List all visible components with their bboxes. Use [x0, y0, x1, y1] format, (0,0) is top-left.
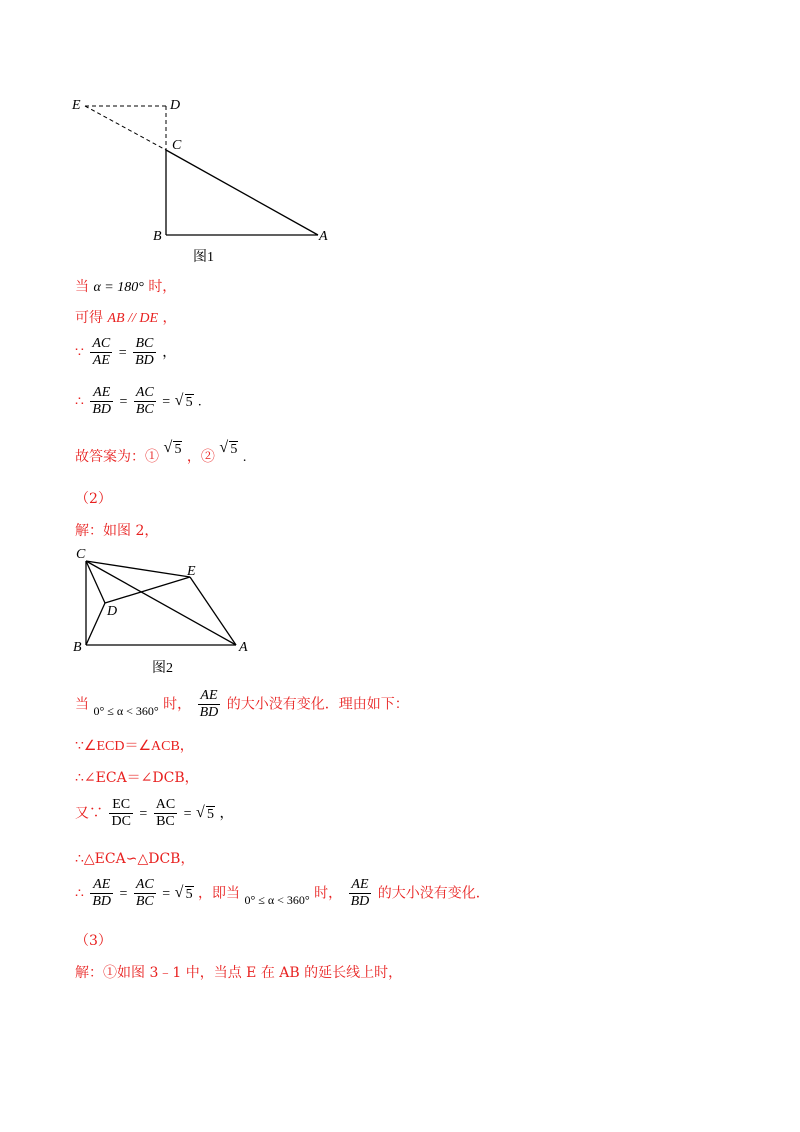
part2-line3: ∴∠ECA＝∠DCB， — [75, 770, 199, 786]
part1-line4: ∴ $\frac{AE}{BD}$ = $\frac{AC}{BC}$ = √ 5 . — [75, 385, 202, 418]
part1-line2: 可得 AB // DE ， — [75, 310, 177, 326]
part1-line1: 当 α = 180° 时， — [75, 279, 177, 295]
fraction-ac-bc: $\frac{AC}{BC}$ — [135, 385, 154, 417]
figure-2-caption: 图2 — [152, 661, 173, 676]
fraction-ae-bd-3: $\frac{AE}{BD}$ — [92, 877, 112, 909]
part2-line2: ∵∠ECD＝∠ACB， — [75, 739, 194, 754]
point-b-label: B — [153, 229, 162, 244]
parallel-expression: AB // DE — [107, 311, 158, 326]
part2-line4: 又∵ $\frac{EC}{DC}$ = $\frac{AC}{BC}$ = √ 5 ， — [75, 797, 233, 830]
fraction-bc-bd: $\frac{BC}{BD}$ — [135, 336, 154, 368]
fig2-point-d-label: D — [107, 604, 118, 619]
part2-line5: ∴△ECA∽△DCB， — [75, 851, 195, 867]
fraction-ae-bd-2: $\frac{AE}{BD}$ — [199, 688, 219, 720]
part2-label: （2） — [75, 491, 112, 507]
fraction-ac-bc-3: $\frac{AC}{BC}$ — [135, 877, 154, 909]
segment-ca — [166, 150, 318, 235]
point-a-label: A — [319, 229, 328, 244]
sqrt-5: √ 5 — [177, 394, 194, 412]
fraction-ae-bd: $\frac{AE}{BD}$ — [92, 385, 112, 417]
part2-line1: 当 0° ≤ α < 360° 时， $\frac{AE}{BD}$ 的大小没有变化．理由如下： — [75, 688, 409, 720]
point-e-label: E — [72, 98, 81, 113]
fraction-ac-bc-2: $\frac{AC}{BC}$ — [155, 797, 176, 829]
fig2-point-b-label: B — [73, 640, 82, 655]
sqrt-5-part2b: √ 5 — [177, 886, 194, 904]
fig2-point-a-label: A — [239, 640, 248, 655]
alpha-expression: α = 180° — [93, 280, 144, 295]
part1-line3: ∵ $\frac{AC}{AE}$ = $\frac{BC}{BD}$ ， — [75, 336, 177, 368]
alpha-range-2: 0° ≤ α < 360° — [244, 892, 310, 907]
fig2-point-e-label: E — [187, 564, 196, 579]
alpha-range: 0° ≤ α < 360° — [93, 703, 159, 718]
fig2-segment-cd — [86, 561, 105, 603]
fig2-segment-ea — [190, 577, 236, 645]
figure-1-caption: 图1 — [193, 250, 214, 265]
fraction-ac-ae: $\frac{AC}{AE}$ — [92, 336, 111, 368]
point-d-label: D — [170, 98, 181, 113]
fig2-segment-de — [105, 577, 190, 603]
answer-sqrt-5-b: √ 5 — [221, 441, 238, 459]
answer-sqrt-5-a: √ 5 — [165, 441, 182, 459]
sqrt-5-part2: √ 5 — [198, 806, 215, 824]
segment-ec — [85, 106, 166, 150]
part2-intro: 解：如图 2， — [75, 523, 159, 539]
fraction-ec-dc: $\frac{EC}{DC}$ — [111, 797, 131, 829]
fig2-point-c-label: C — [76, 547, 86, 562]
point-c-label: C — [172, 138, 182, 153]
part2-line6: ∴ $\frac{AE}{BD}$ = $\frac{AC}{BC}$ = √ 5 ，即当 0° ≤ α < 360° 时， $\frac{AE}{BD}$ 的大小没有变化． — [75, 877, 490, 910]
fig2-segment-ca — [86, 561, 236, 645]
part1-answer: 故答案为：① √ 5 ，② √ 5 . — [75, 448, 246, 467]
part3-line1: 解：①如图 3﹣1 中，当点 E 在 AB 的延长线上时， — [75, 965, 403, 981]
fraction-ae-bd-4: $\frac{AE}{BD}$ — [350, 877, 370, 909]
part3-label: （3） — [75, 933, 112, 949]
fig2-segment-db — [86, 603, 105, 645]
